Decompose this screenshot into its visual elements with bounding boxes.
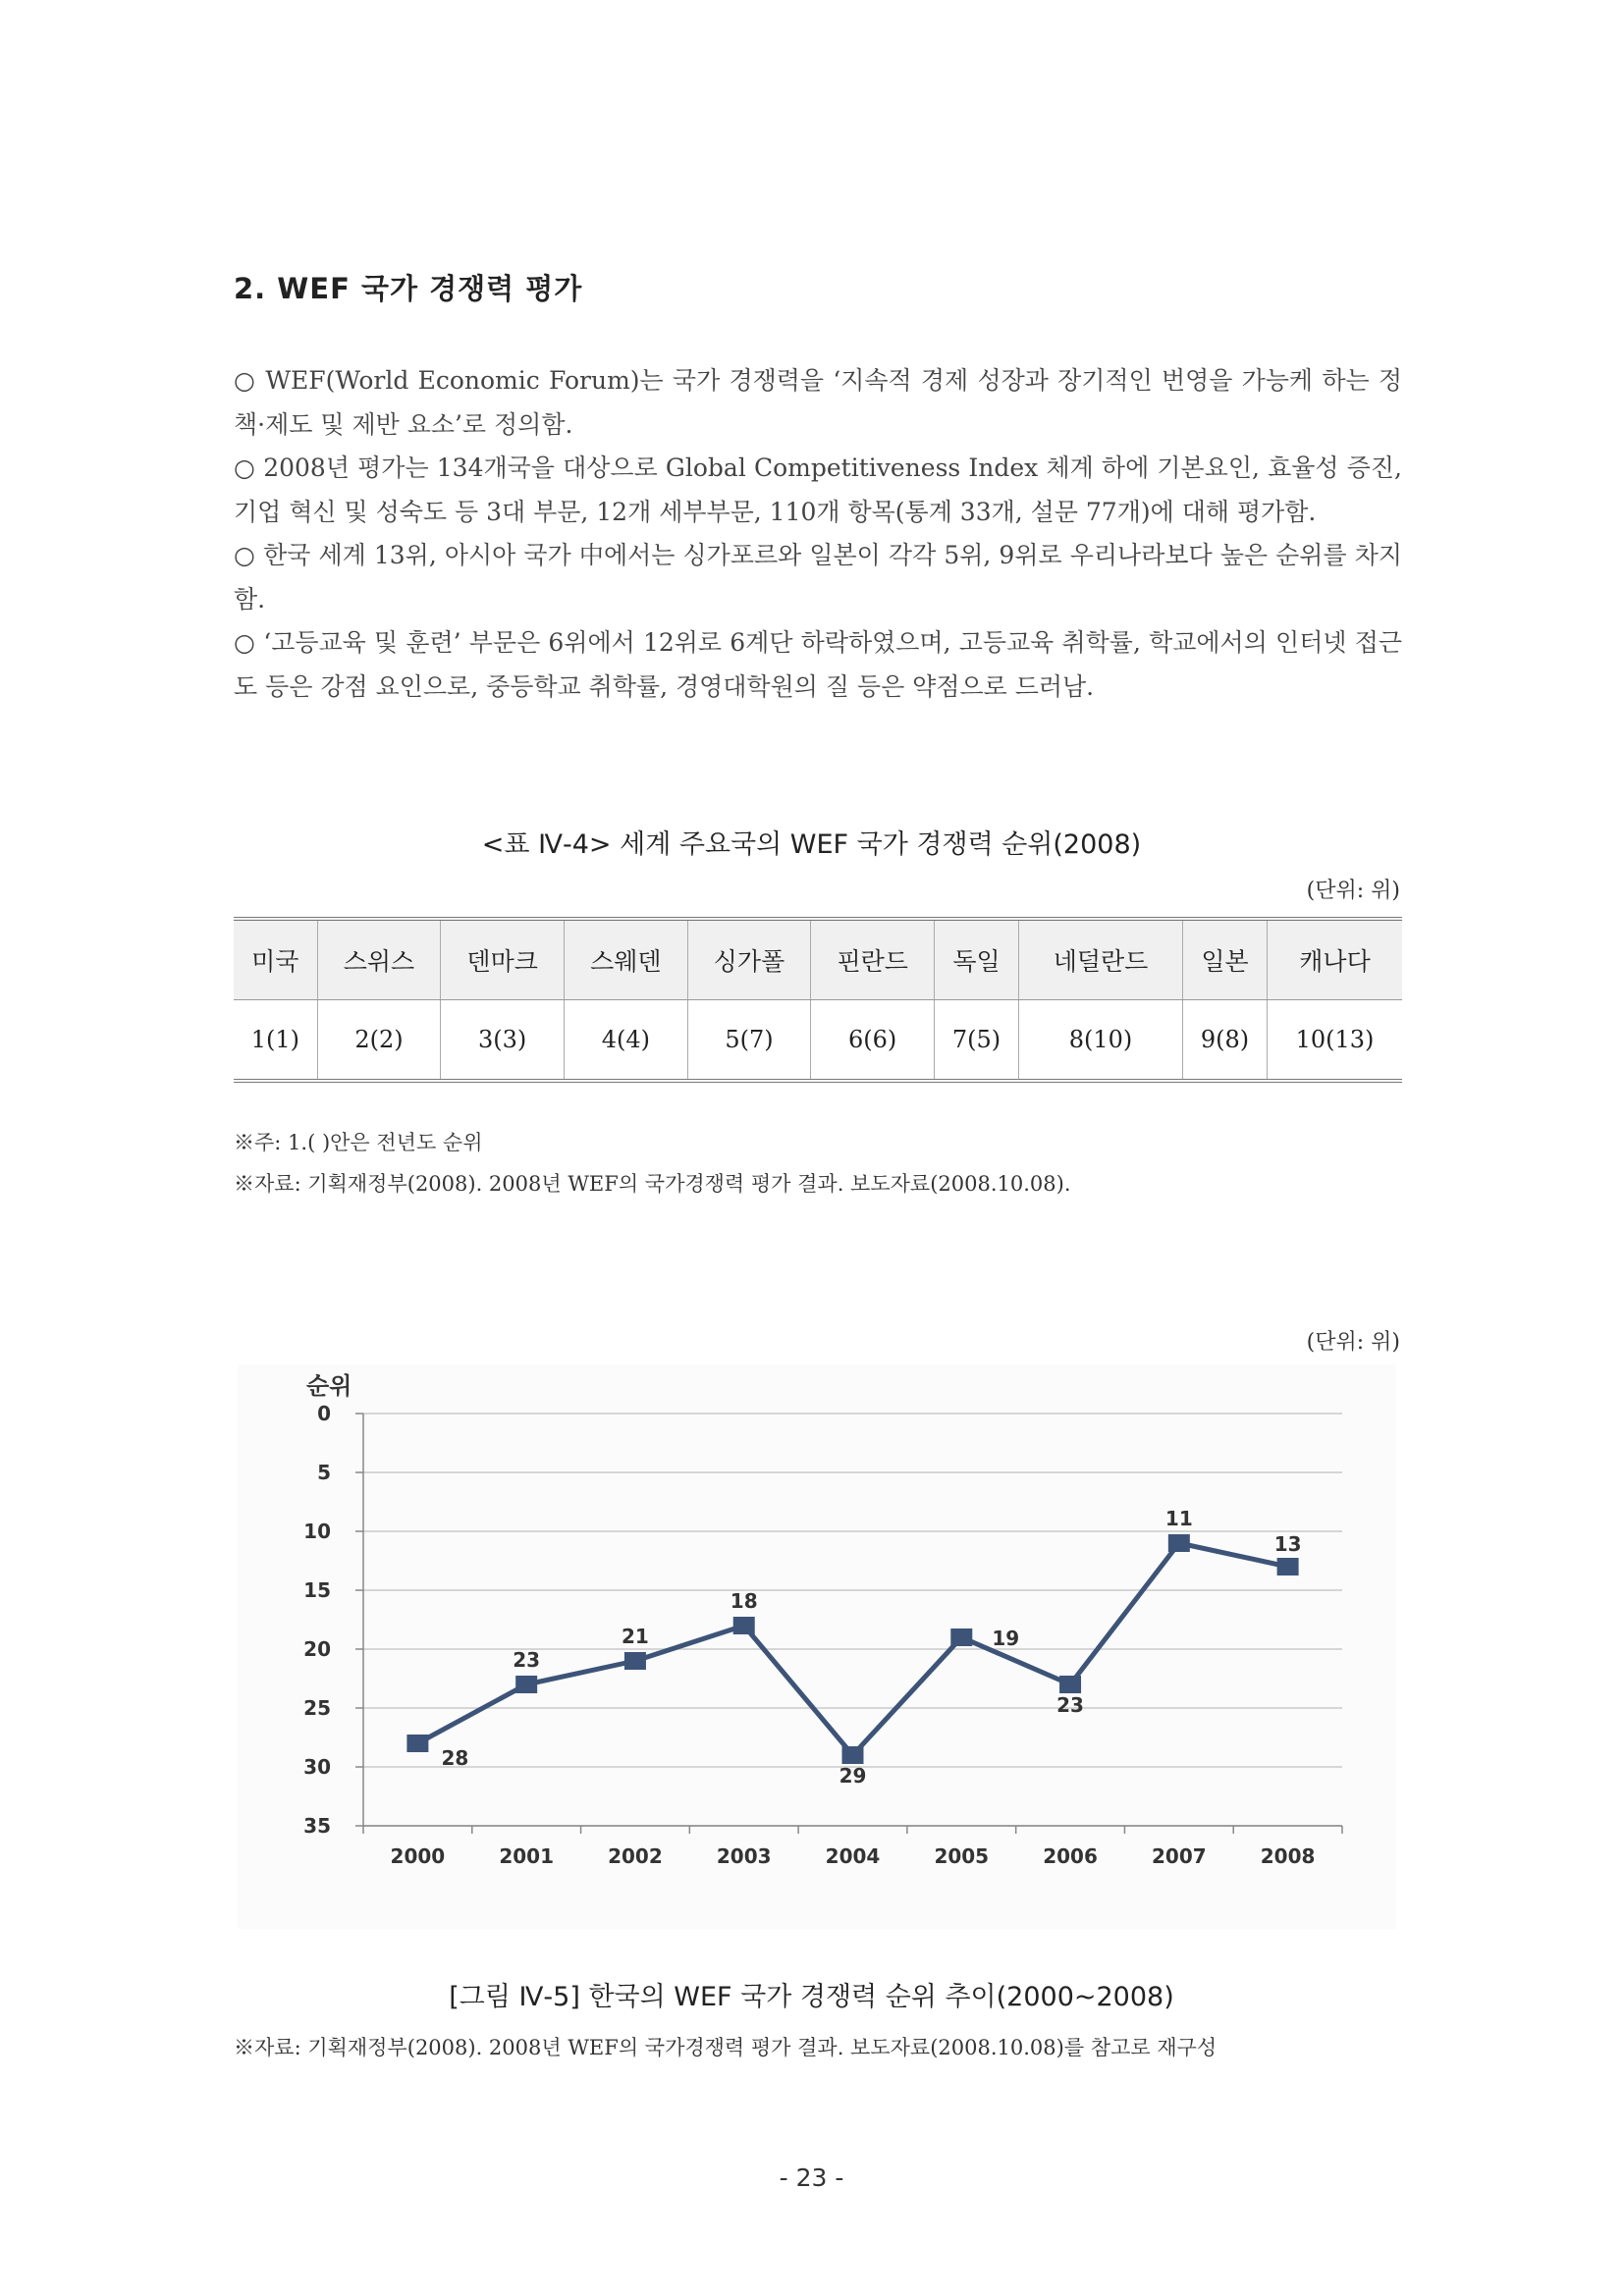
figure-caption: [그림 Ⅳ-5] 한국의 WEF 국가 경쟁력 순위 추이(2000~2008) bbox=[449, 1982, 1174, 2012]
data-point bbox=[733, 1617, 755, 1634]
data-label: 13 bbox=[1273, 1532, 1302, 1556]
data-label: 11 bbox=[1164, 1507, 1193, 1530]
y-tick-label: 25 bbox=[303, 1696, 331, 1720]
data-label: 28 bbox=[441, 1746, 469, 1770]
data-point bbox=[1168, 1534, 1190, 1552]
data-point bbox=[406, 1735, 428, 1752]
table-cell: 2(2) bbox=[317, 1000, 441, 1082]
table-cell: 5(7) bbox=[687, 1000, 811, 1082]
data-point bbox=[1059, 1676, 1081, 1693]
chart-svg bbox=[238, 1364, 1396, 1929]
data-point bbox=[842, 1746, 864, 1764]
column-header: 캐나다 bbox=[1268, 919, 1403, 1000]
column-header: 덴마크 bbox=[441, 919, 565, 1000]
table-unit: (단위: 위) bbox=[1306, 879, 1400, 903]
figure-unit: (단위: 위) bbox=[1306, 1330, 1400, 1355]
paragraph: ○ WEF(World Economic Forum)는 국가 경쟁력을 ‘지속적 경제 성장과 장기적인 번영을 가능케 하는 정책·제도 및 제반 요소’로 정의함. bbox=[234, 366, 1402, 439]
table-cell: 1(1) bbox=[234, 1000, 317, 1082]
x-tick-label: 2002 bbox=[608, 1844, 663, 1868]
column-header: 네덜란드 bbox=[1019, 919, 1183, 1000]
table-cell: 7(5) bbox=[935, 1000, 1019, 1082]
x-tick-label: 2008 bbox=[1260, 1844, 1316, 1868]
ranking-table bbox=[234, 917, 1402, 1083]
column-header: 일본 bbox=[1183, 919, 1268, 1000]
paragraph: ○ ‘고등교육 및 훈련’ 부문은 6위에서 12위로 6계단 하락하였으며, 고등교육 취학률, 학교에서의 인터넷 접근도 등은 강점 요인으로, 중등학교 취학률, 경영대학원의 질 등은 약점으로 드러남. bbox=[234, 628, 1402, 701]
paragraph: ○ 한국 세계 13위, 아시아 국가 中에서는 싱가포르와 일본이 각각 5위, 9위로 우리나라보다 높은 순위를 차지함. bbox=[234, 541, 1402, 614]
x-tick-label: 2004 bbox=[825, 1844, 881, 1868]
y-tick-label: 15 bbox=[303, 1578, 331, 1602]
data-point bbox=[950, 1629, 972, 1646]
paragraph: ○ 2008년 평가는 134개국을 대상으로 Global Competitiveness Index 체계 하에 기본요인, 효율성 증진, 기업 혁신 및 성숙도 등 3대 부문, 12개 세부부문, 110개 항목(통계 33개, 설문 77개)에 대해 평가함. bbox=[234, 454, 1402, 526]
table-header-row bbox=[234, 919, 1402, 1000]
table-caption: <표 Ⅳ-4> 세계 주요국의 WEF 국가 경쟁력 순위(2008) bbox=[481, 829, 1142, 860]
table-cell: 4(4) bbox=[564, 1000, 687, 1082]
x-tick-label: 2003 bbox=[716, 1844, 772, 1868]
table-source: ※자료: 기획재정부(2008). 2008년 WEF의 국가경쟁력 평가 결과. 보도자료(2008.10.08). bbox=[234, 1172, 1071, 1196]
x-tick-label: 2006 bbox=[1043, 1844, 1098, 1868]
data-point bbox=[624, 1652, 646, 1670]
figure-source: ※자료: 기획재정부(2008). 2008년 WEF의 국가경쟁력 평가 결과. 보도자료(2008.10.08)를 참고로 재구성 bbox=[234, 2036, 1217, 2059]
y-tick-label: 0 bbox=[317, 1402, 331, 1425]
column-header: 독일 bbox=[935, 919, 1019, 1000]
data-label: 23 bbox=[1056, 1693, 1084, 1717]
table-note: ※주: 1.( )안은 전년도 순위 bbox=[234, 1131, 483, 1154]
y-tick-label: 30 bbox=[303, 1755, 331, 1779]
table-cell: 9(8) bbox=[1183, 1000, 1268, 1082]
table-cell: 3(3) bbox=[441, 1000, 565, 1082]
y-tick-label: 35 bbox=[303, 1814, 331, 1838]
x-tick-label: 2007 bbox=[1151, 1844, 1207, 1868]
x-tick-label: 2005 bbox=[934, 1844, 990, 1868]
data-label: 23 bbox=[513, 1648, 541, 1672]
section-body bbox=[234, 359, 1402, 709]
table-cell: 10(13) bbox=[1295, 1026, 1375, 1053]
x-tick-label: 2000 bbox=[390, 1844, 446, 1868]
table-row bbox=[234, 1000, 1402, 1082]
rank-trend-chart bbox=[238, 1364, 1396, 1929]
y-tick-label: 20 bbox=[303, 1637, 331, 1661]
section-heading: 2. WEF 국가 경쟁력 평가 bbox=[234, 272, 583, 305]
column-header: 미국 bbox=[234, 919, 317, 1000]
data-label: 29 bbox=[839, 1764, 867, 1788]
table-cell: 6(6) bbox=[811, 1000, 935, 1082]
data-point bbox=[1277, 1558, 1299, 1575]
table-cell: 8(10) bbox=[1019, 1000, 1183, 1082]
column-header: 싱가폴 bbox=[687, 919, 811, 1000]
x-tick-label: 2001 bbox=[499, 1844, 555, 1868]
column-header: 핀란드 bbox=[811, 919, 935, 1000]
column-header: 스웨덴 bbox=[564, 919, 687, 1000]
data-label: 18 bbox=[730, 1589, 758, 1613]
y-tick-label: 5 bbox=[317, 1461, 331, 1484]
y-axis-title: 순위 bbox=[306, 1372, 352, 1400]
column-header: 스위스 bbox=[317, 919, 441, 1000]
data-label: 21 bbox=[622, 1625, 649, 1648]
data-label: 19 bbox=[992, 1627, 1020, 1650]
y-tick-label: 10 bbox=[303, 1520, 331, 1543]
data-point bbox=[515, 1676, 537, 1693]
page-number: - 23 - bbox=[779, 2163, 844, 2192]
